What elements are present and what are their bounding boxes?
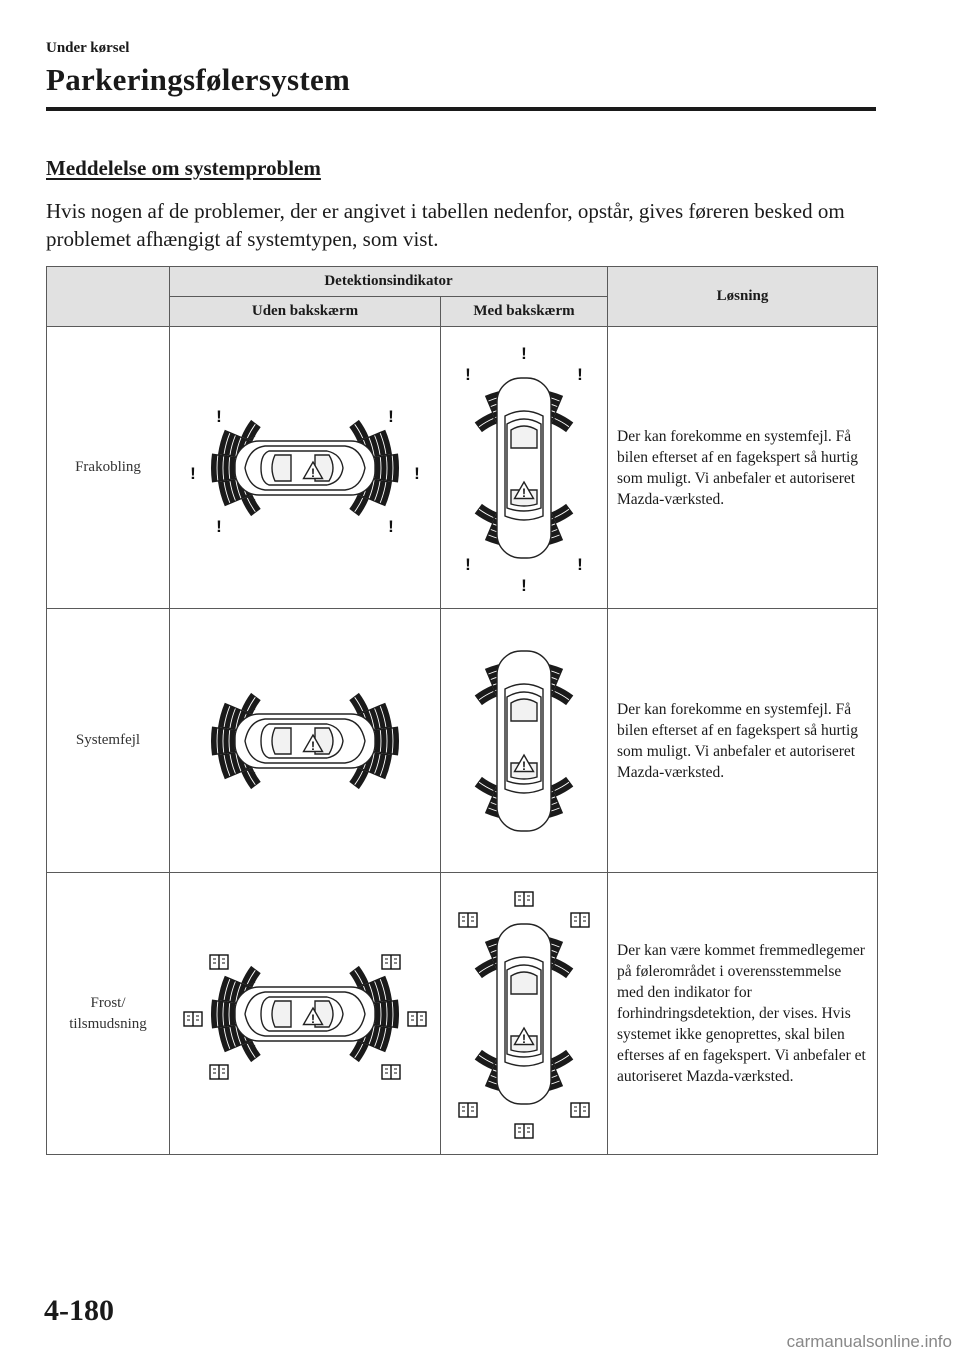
problem-table [46,266,878,1155]
svg-text:!: ! [577,554,583,574]
svg-text:!: ! [190,463,196,483]
page-number: 4-180 [44,1294,114,1327]
car-side-indicator-icon [177,944,433,1084]
svg-text:!: ! [522,1031,526,1046]
row-name-line: tilsmudsning [69,1015,147,1032]
indicator-with-screen [441,609,608,873]
svg-text:!: ! [521,343,527,363]
svg-text:!: ! [311,1011,315,1026]
svg-text:!: ! [522,485,526,500]
indicator-without-screen [170,609,441,873]
header-solution: Løsning [608,267,878,327]
watermark: carmanualsonline.info [786,1332,952,1351]
car-top-indicator-icon [449,343,599,593]
svg-text:!: ! [216,406,222,426]
indicator-with-screen [441,327,608,609]
svg-text:!: ! [311,465,315,480]
svg-text:!: ! [388,516,394,536]
table-row [47,873,878,1155]
solution-text: Der kan forekomme en systemfejl. Få bilen efterset af en fagekspert så hurtig som muligt. Vi anbefaler et autoriseret Mazda-værksted. [608,327,878,609]
row-name: Systemfejl [47,609,170,873]
car-top-indicator-icon [449,616,599,866]
car-side-indicator-icon [177,398,433,538]
indicator-with-screen [441,873,608,1155]
svg-text:!: ! [414,463,420,483]
header-without-screen: Uden bakskærm [170,297,441,327]
car-side-indicator-icon [177,671,433,811]
chapter-title: Parkeringsfølersystem [46,62,351,97]
solution-text: Der kan forekomme en systemfejl. Få bilen efterset af en fagekspert så hurtig som muligt. Vi anbefaler et autoriseret Mazda-værksted. [608,609,878,873]
row-name: Frakobling [47,327,170,609]
table-row [47,609,878,873]
header-with-screen: Med bakskærm [441,297,608,327]
svg-text:!: ! [388,406,394,426]
title-rule [46,107,876,111]
svg-text:!: ! [465,554,471,574]
solution-text: Der kan være kommet fremmedlegemer på følerområdet i overensstemmelse med den indikator for forhindringsdetektion, der vises. Hvis systemet ikke genoprettes, skal bilen efterses af en fagekspert. Vi anbefaler et autoriseret Mazda-værksted. [608,873,878,1155]
row-name-line: Frost/ [90,994,126,1011]
car-top-indicator-icon [449,889,599,1139]
header-empty [47,267,170,327]
table-row [47,327,878,609]
section-label: Under kørsel [46,40,130,56]
svg-text:!: ! [577,364,583,384]
svg-text:!: ! [521,575,527,593]
intro-paragraph: Hvis nogen af de problemer, der er angivet i tabellen nedenfor, opstår, gives føreren besked om problemet afhængigt af systemtypen, som vist. [46,199,845,251]
row-name [47,873,170,1155]
indicator-without-screen [170,327,441,609]
svg-text:!: ! [311,738,315,753]
sub-heading: Meddelelse om systemproblem [46,156,321,180]
svg-text:!: ! [522,758,526,773]
svg-text:!: ! [465,364,471,384]
indicator-without-screen [170,873,441,1155]
table-header-row [47,267,878,297]
header-detection: Detektionsindikator [170,267,608,297]
svg-text:!: ! [216,516,222,536]
